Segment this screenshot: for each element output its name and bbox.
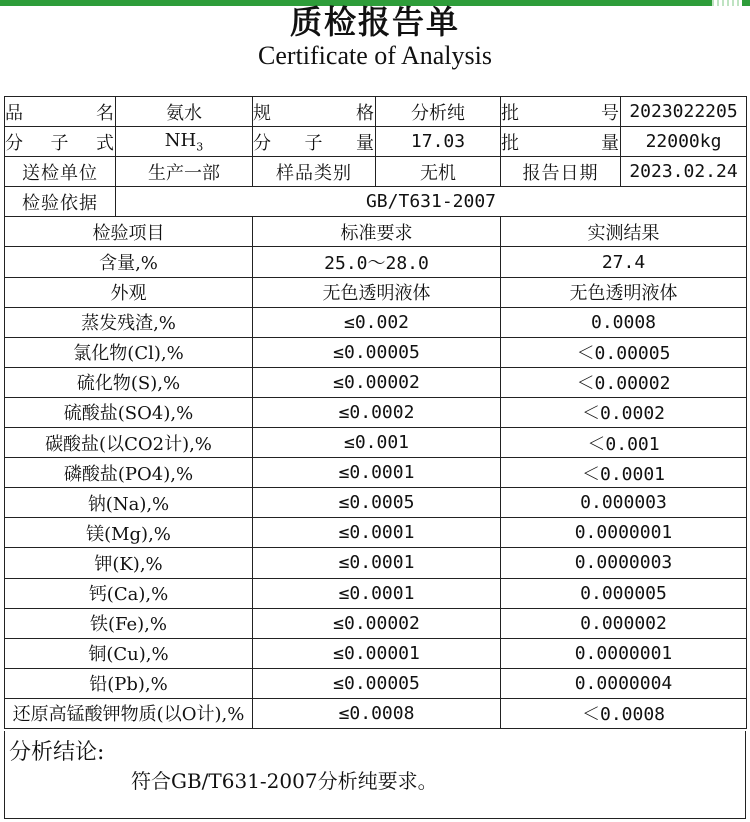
row-standard: ≤0.001 [253, 428, 501, 458]
table-row [5, 698, 747, 728]
table-row [5, 578, 747, 608]
row-result: 0.000005 [501, 578, 747, 608]
table-row [5, 458, 747, 488]
row-item: 硫化物(S),% [5, 367, 253, 397]
row-item: 硫酸盐(SO4),% [5, 397, 253, 427]
row-item: 钙(Ca),% [5, 578, 253, 608]
mw-label: 分 子 量 [253, 127, 376, 157]
row-item: 含量,% [5, 247, 253, 277]
row-standard: ≤0.0008 [253, 698, 501, 728]
formula-label: 分 子 式 [5, 127, 116, 157]
conclusion-title: 分析结论: [9, 740, 105, 765]
row-standard: ≤0.0001 [253, 458, 501, 488]
unit-label: 送检单位 [5, 157, 116, 187]
batch-value: 2023022205 [621, 97, 747, 127]
qty-value: 22000kg [621, 127, 747, 157]
product-value: 氨水 [116, 97, 253, 127]
row-standard: 无色透明液体 [253, 277, 501, 307]
row-standard: ≤0.00005 [253, 337, 501, 367]
table-row [5, 397, 747, 427]
product-label: 品 名 [5, 97, 116, 127]
category-label: 样品类别 [253, 157, 376, 187]
row-result: 0.000003 [501, 488, 747, 518]
row-result: 0.0008 [501, 307, 747, 337]
table-row [5, 367, 747, 397]
batch-label: 批 号 [501, 97, 621, 127]
title-english: Certificate of Analysis [258, 41, 492, 70]
row-result: ＜0.00005 [501, 337, 747, 367]
table-row [5, 668, 747, 698]
certificate-table [4, 96, 747, 729]
row-standard: ≤0.0005 [253, 488, 501, 518]
row-item: 氯化物(Cl),% [5, 337, 253, 367]
formula-main: NH [164, 129, 197, 151]
formula-subscript: 3 [196, 140, 204, 154]
date-label: 报告日期 [501, 157, 621, 187]
mw-value: 17.03 [376, 127, 501, 157]
table-row [5, 518, 747, 548]
formula-value [116, 127, 253, 157]
row-standard: ≤0.0001 [253, 548, 501, 578]
row-item: 钠(Na),% [5, 488, 253, 518]
row-result: ＜0.001 [501, 428, 747, 458]
row-result: ＜0.0001 [501, 458, 747, 488]
row-item: 铜(Cu),% [5, 638, 253, 668]
row-item: 碳酸盐(以CO2计),% [5, 428, 253, 458]
row-item: 外观 [5, 277, 253, 307]
header-row-2 [5, 127, 747, 157]
table-row [5, 337, 747, 367]
col-header-standard: 标准要求 [253, 217, 501, 247]
row-result: ＜0.0002 [501, 397, 747, 427]
row-item: 钾(K),% [5, 548, 253, 578]
row-standard: ≤0.00002 [253, 367, 501, 397]
category-value: 无机 [376, 157, 501, 187]
conclusion-box [4, 731, 746, 819]
table-row [5, 608, 747, 638]
table-row [5, 488, 747, 518]
row-item: 磷酸盐(PO4),% [5, 458, 253, 488]
row-standard: ≤0.0002 [253, 397, 501, 427]
row-item: 铁(Fe),% [5, 608, 253, 638]
row-item: 镁(Mg),% [5, 518, 253, 548]
table-row [5, 277, 747, 307]
row-result: 0.0000001 [501, 638, 747, 668]
header-row-3 [5, 157, 747, 187]
row-result: 0.000002 [501, 608, 747, 638]
row-result: ＜0.0008 [501, 698, 747, 728]
table-row [5, 428, 747, 458]
title-chinese: 质检报告单 [289, 3, 460, 41]
row-standard: 25.0～28.0 [253, 247, 501, 277]
row-result: 0.0000004 [501, 668, 747, 698]
basis-row [5, 187, 747, 217]
col-header-result: 实测结果 [501, 217, 747, 247]
row-standard: ≤0.00002 [253, 608, 501, 638]
spec-value: 分析纯 [376, 97, 501, 127]
qty-label: 批 量 [501, 127, 621, 157]
table-row [5, 307, 747, 337]
unit-value: 生产一部 [116, 157, 253, 187]
date-value: 2023.02.24 [621, 157, 747, 187]
column-header-row [5, 217, 747, 247]
row-result: 无色透明液体 [501, 277, 747, 307]
basis-label: 检验依据 [5, 187, 116, 217]
row-item: 还原高锰酸钾物质(以O计),% [5, 698, 253, 728]
row-standard: ≤0.00005 [253, 668, 501, 698]
row-standard: ≤0.00001 [253, 638, 501, 668]
table-row [5, 548, 747, 578]
row-result: ＜0.00002 [501, 367, 747, 397]
row-item: 铅(Pb),% [5, 668, 253, 698]
header-row-1 [5, 97, 747, 127]
table-row [5, 638, 747, 668]
row-standard: ≤0.0001 [253, 518, 501, 548]
row-result: 0.0000001 [501, 518, 747, 548]
row-result: 27.4 [501, 247, 747, 277]
col-header-item: 检验项目 [5, 217, 253, 247]
row-standard: ≤0.0001 [253, 578, 501, 608]
row-standard: ≤0.002 [253, 307, 501, 337]
conclusion-text: 符合GB/T631-2007分析纯要求。 [131, 769, 438, 793]
basis-value: GB/T631-2007 [116, 187, 747, 217]
row-result: 0.0000003 [501, 548, 747, 578]
table-row [5, 247, 747, 277]
row-item: 蒸发残渣,% [5, 307, 253, 337]
spec-label: 规 格 [253, 97, 376, 127]
